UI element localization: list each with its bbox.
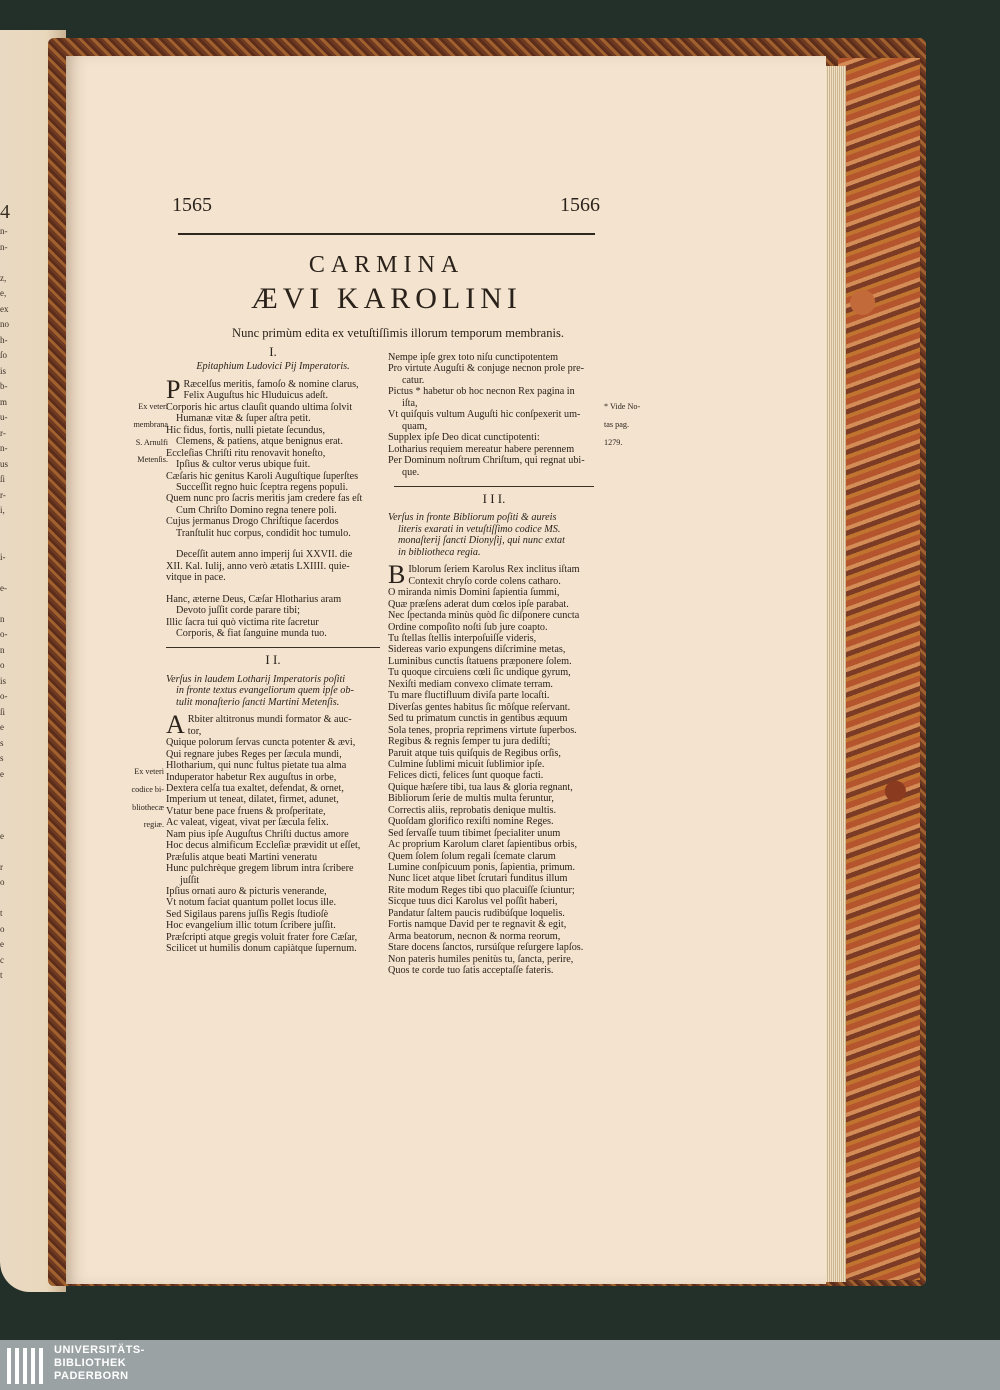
left-page-fragment: us [0,458,9,469]
poem-line: Quique polorum ſervas cuncta potenter & ævi, [166,737,356,749]
poem-line: quam, [402,420,428,432]
marbled-edge [838,58,920,1280]
left-page-fragment [0,891,14,907]
poem-line: Vtatur bene pace fruens & proſperitate, [166,805,326,817]
library-logo-icon [4,1344,46,1388]
left-page-fragment: o [0,660,5,670]
book-page [66,56,826,1284]
title-line-1: CARMINA [308,252,465,278]
poem-line: Tu quoque circuiens cœli ſic undique gyrum, [388,667,571,679]
poem-line: Vt notum faciat quantum pollet locus ille. [166,897,337,909]
poem-line: Sidereas vario expungens diſcrimine metas, [388,644,566,656]
poem-line: Præſulis atque beati Martini veneratu [166,851,318,863]
left-page-fragment: ſi [0,474,6,484]
left-page-fragment [0,844,14,860]
left-page-fragment [0,534,14,550]
section-3-number: I I I. [482,490,506,506]
prose-line: vitque in pace. [166,572,226,584]
margin-note-line: S. Arnulfi [135,437,168,447]
left-page-fragment: r- [0,489,6,500]
poem-line: Quos te corde tuo ſatis acceptaſſe fateris. [388,965,554,977]
poem-line: Nam pius ipſe Auguſtus Chriſti ductus amore [166,828,349,840]
left-page-fragment: is [0,365,7,376]
poem-line: Cum Chriſto Domino regna tenere poli. [176,504,337,516]
left-page-fragment: h- [0,334,8,345]
left-page-fragment: m [0,396,8,407]
poem-line: Clemens, & patiens, atque benignus erat. [176,436,343,448]
poem-line: tor, [187,725,202,737]
left-page-fragment: e [0,768,4,779]
left-page-fragment [0,596,14,612]
poem-line: Supplex ipſe Deo dicat cunctipotenti: [388,432,540,444]
poem-line: Imperium ut teneat, dilatet, firmet, adunet, [166,794,339,806]
margin-note-line: Ex veteri [134,767,164,777]
section-3-heading [388,512,600,558]
poem-line: Per Dominum noſtrum Chriſtum, qui regnat ubi- [388,455,585,467]
poem-line: Hoc evangelium illic totum ſcribere juſſit. [166,920,336,932]
poem-line: Quæ præſens aderat dum cœlos ipſe parabat. [388,598,569,610]
heading-line: literis exarati in vetuſtiſſimo codice MS. [398,523,561,535]
left-page-fragment [0,565,14,581]
poem-line: Arma beatorum, necnon & norma reorum, [388,930,561,942]
right-column [388,352,600,977]
left-page-fragment: is [0,675,7,686]
poem-line: Non pateris humiles penitùs tu, ſancta, perire, [388,953,574,965]
poem-line: Pictus * habetur ob hoc necnon Rex pagina in [388,386,575,398]
heading-line: monaſterij ſancti Dionyſij, qui nunc extat [398,535,565,547]
heading-line: Verſus in fronte Bibliorum poſiti & aureis [388,512,557,524]
poem-line: Ipſius & cultor verus ubique fuit. [176,459,311,471]
poem-line: Regibus & regnis ſemper tu jura dediſti; [388,736,551,748]
poem-line: Luminibus cunctis ſtatuens præponere ſolem. [388,655,572,667]
poem-line: Tu ſtellas ſtellis interpoſuiſſe videris, [388,632,537,644]
poem-line: Pandatur ſaltem paucis rudibúſque loquelis. [388,907,565,919]
prose-line: XII. Kal. Iulij, anno verò ætatis LXIIII. quie- [166,560,350,572]
poem-line: Bibliorum ſerie de multis multa feruntur, [388,793,554,805]
library-name: UNIVERSITÄTS- BIBLIOTHEK PADERBORN [54,1344,145,1382]
poem-line: Stare docens ſanctos, rursúſque reſurgere lapſos. [388,942,584,954]
heading-line: in bibliotheca regia. [398,546,481,558]
poem-line: juſſit [180,874,200,886]
margin-note-line: regiæ. [143,820,164,830]
poem-line: Corporis hic artus clauſit quando ultima ſolvit [166,401,353,413]
margin-note-3 [604,394,654,455]
poem-line: Rite modum Reges tibi quo placuiſſe ſciuntur; [388,884,575,896]
poem-line: Humanæ vitæ & ſuper aſtra petit. [176,413,311,425]
poem-line: Cujus jermanus Drogo Chriſtique ſacerdos [166,516,339,528]
left-page-fragment: ex [0,303,9,314]
section-1-prose [166,549,380,583]
left-page-fragment [0,255,14,271]
poem-line: Nunc licet atque libet ſcrutari funditus illum [388,873,568,885]
section-1-dropcap: P [166,378,181,404]
poem-line: Vt quiſquis vultum Auguſti hic conſpexerit um- [388,409,581,421]
left-page-fragment [0,782,14,798]
poem-line: Sed Sigilaus parens juſſis Regis ſtudioſè [166,908,329,920]
left-page-fragment: c [0,954,4,965]
poem-line: Contexit chryſo corde colens catharo. [408,575,561,587]
poem-line: Lumine conſpicuum ponis, ſapientia, primum. [388,862,576,874]
left-page-fragment: t [0,970,3,980]
left-page-fragment [0,813,14,829]
poem-line: Sed ſervaſſe tuum tibimet ſpecialiter unum [388,827,561,839]
poem-line: Culmine ſublimi micuit ſublimior ipſe. [388,758,545,770]
left-page-fragment: e [0,939,4,949]
section-divider-right [394,486,594,487]
section-divider [166,647,380,648]
left-page-fragment: n- [0,226,8,236]
poem-line: Scilicet ut humilis donum capiàtque ſupernum. [166,943,357,955]
poem-line: Iblorum ſeriem Karolus Rex inclitus iſtam [408,564,580,576]
margin-note-line: Metenſis. [137,455,168,465]
poem-line: Sola tenes, propria reprimens virtute ſuperbos. [388,724,577,736]
poem-line: Fortis namque David per te regnavit & egit, [388,919,567,931]
section-1-number: I. [269,344,277,359]
poem-line: Hunc pulchrèque gregem librum intra ſcribere [166,863,354,875]
poem-line: Lotharius requiem mereatur habere perennem [388,443,575,455]
section-2-continuation [388,352,600,478]
poem-line: Hanc, æterne Deus, Cæſar Hlotharius aram [166,593,342,605]
left-page-fragment: o [0,923,5,934]
poem-line: Hoc decus almificum Eccleſiæ prævidit ut eſſet, [166,840,361,852]
left-page-fragment: no [0,319,9,329]
left-page-fragment: o- [0,691,8,701]
poem-line: Correctis aliis, reprobatis denique multis. [388,804,557,816]
left-page-fragment: z, [0,272,7,283]
poem-line: Pro virtute Auguſti & conjuge necnon prole pre- [388,363,585,375]
section-3-poem [388,564,600,976]
section-2-poem [166,714,380,955]
left-page-fragment: ſi [0,706,6,717]
poem-line: Induperator habetur Rex auguſtus in orbe, [166,771,337,783]
poem-line: Cæſaris hic genitus Karoli Auguſtique ſuperſtes [166,470,359,482]
left-page-fragment: u- [0,412,8,422]
poem-line: Hlotharium, qui nunc fultus pietate tua alma [166,760,347,772]
margin-note-line: * Vide No- [604,402,641,412]
poem-line: Hic fidus, fortis, nulli pietate ſecundus, [166,424,326,436]
left-page-fragment: r [0,861,3,872]
section-2-heading [166,674,380,708]
left-page-fragment: e [0,722,4,732]
left-page-fragment: s [0,737,4,748]
left-page-fragment [0,519,14,535]
poem-line: Sed tu primatum cunctis in gentibus æquum [388,713,568,725]
left-page-fragment: ſo [0,350,8,360]
left-page-fragment [0,798,14,814]
poem-line: Eccleſias Chriſti ritu renovavit honeſto, [166,447,326,459]
poem-line: Ipſius ornati auro & picturis venerande, [166,886,327,898]
prose-line: Deceſſit autem anno imperij ſui XXVII. die [176,549,353,561]
poem-line: Felices dicti, felices ſunt quoque facti. [388,770,544,782]
header-rule [178,233,595,235]
margin-note-line: tas pag. [604,419,630,429]
poem-line: Diverſas gentes habitus ſic môſque reſervant. [388,701,571,713]
margin-note-line: Ex veteri [138,402,168,412]
left-page-fragment: n [0,644,5,655]
left-page-fragment: i- [0,551,6,562]
left-page-fragments [0,200,14,984]
poem-line: Tu mare fluctifluum diviſa parte locaſti. [388,690,550,702]
margin-note-line: codice bi- [131,784,164,794]
left-page-fragment: o [0,877,5,887]
heading-line: in fronte textus evangeliorum quem ipſe ob- [176,685,354,697]
poem-line: Corporis, & fiat ſanguine munda tuo. [176,627,327,639]
page-number-right: 1566 [560,194,600,216]
left-column [166,346,380,955]
page-number-left: 1565 [172,194,212,216]
poem-line: Nec ſpectanda minùs quòd ſic diſponere cuncta [388,610,580,622]
margin-note-line: bliothecæ [132,802,164,812]
section-2-number: I I. [265,652,281,668]
left-page-fragment: t [0,908,3,918]
poem-line: catur. [402,374,425,386]
poem-line: Ac valeat, vigeat, vivat per ſæcula felix. [166,817,329,829]
heading-line: Verſus in laudem Lotharij Imperatoris poſiti [166,673,346,685]
title-line-2: ÆVI KAROLINI [251,282,522,315]
left-page-fragment: e, [0,288,7,298]
title-subtitle: Nunc primùm edita ex vetuſtiſſimis illorum temporum membranis. [232,326,564,340]
left-page-fragment: b- [0,381,8,391]
poem-line: Succeſſit regno huic ſceptra regens populi. [176,481,348,493]
poem-line: Nexiſti mediam convexo climate terram. [388,678,553,690]
margin-note-1 [116,394,168,473]
left-page-fragment: e- [0,582,7,593]
poem-line: Quique hæſere tibi, tua laus & gloria regnant, [388,781,573,793]
left-page-fragment: s [0,753,4,763]
poem-line: Quoſdam glorifico rexiſti nomine Reges. [388,816,554,828]
section-1-poem [166,379,380,539]
heading-line: tulit monaſterio ſancti Martini Metenſis. [176,696,340,708]
margin-note-line: 1279. [604,437,623,447]
section-1-heading: Epitaphium Ludovici Pij Imperatoris. [196,361,350,373]
poem-line: Quem ſolem ſolum regali ſcemate clarum [388,850,556,862]
left-page-fragment: n [0,613,5,624]
left-page-fragment: e [0,830,4,841]
poem-line: Quem nunc pro ſacris meritis jam credere fas eſt [166,493,363,505]
left-page-fragment: i, [0,505,5,515]
poem-line: Devoto juſſit corde parare tibi; [176,605,300,617]
poem-line: Ac proprium Karolum claret ſapientibus orbis, [388,839,577,851]
poem-line: iſta, [402,397,418,409]
section-2-dropcap: A [166,714,185,740]
poem-line: Paruit atque tuis quiſquis de Regibus orſis, [388,747,561,759]
poem-line: Dextera celſa tua exaltet, defendat, & ornet, [166,782,344,794]
left-page-fragment: 4 [0,201,10,223]
poem-line: O miranda nimis Domini ſapientia ſummi, [388,587,560,599]
poem-line: Præſcripti atque gregis voluit frater fore Cæſar, [166,931,358,943]
left-page-fragment: n- [0,443,8,453]
margin-note-2 [116,759,164,838]
poem-line: Felix Auguſtus hic Hluduicus adeſt. [183,390,329,402]
margin-note-line: membrana [133,419,168,429]
poem-line: Ræcelſus meritis, famoſo & nomine clarus, [183,378,359,390]
left-page-fragment: r- [0,427,6,438]
poem-line: Nempe ipſe grex toto niſu cunctipotentem [388,352,559,363]
library-footer [0,1340,1000,1390]
section-1-closing [166,594,380,640]
left-page-fragment: o- [0,629,8,639]
poem-line: Illic ſacra tui quò victima rite ſacretur [166,616,319,628]
poem-line: Rbiter altitronus mundi formator & auc- [187,714,352,726]
section-3-dropcap: B [388,564,406,590]
poem-line: Tranſtulit huc corpus, condidit hoc tumulo. [176,527,351,539]
left-page-fragment: n- [0,241,8,252]
poem-line: Qui regnare jubes Reges per ſæcula mundi, [166,748,342,760]
poem-line: Ordine compoſito noſti ſub jure coapto. [388,621,548,633]
poem-line: que. [402,466,420,478]
poem-line: Sicque tuus dici Karolus vel poſſit haberi, [388,896,558,908]
